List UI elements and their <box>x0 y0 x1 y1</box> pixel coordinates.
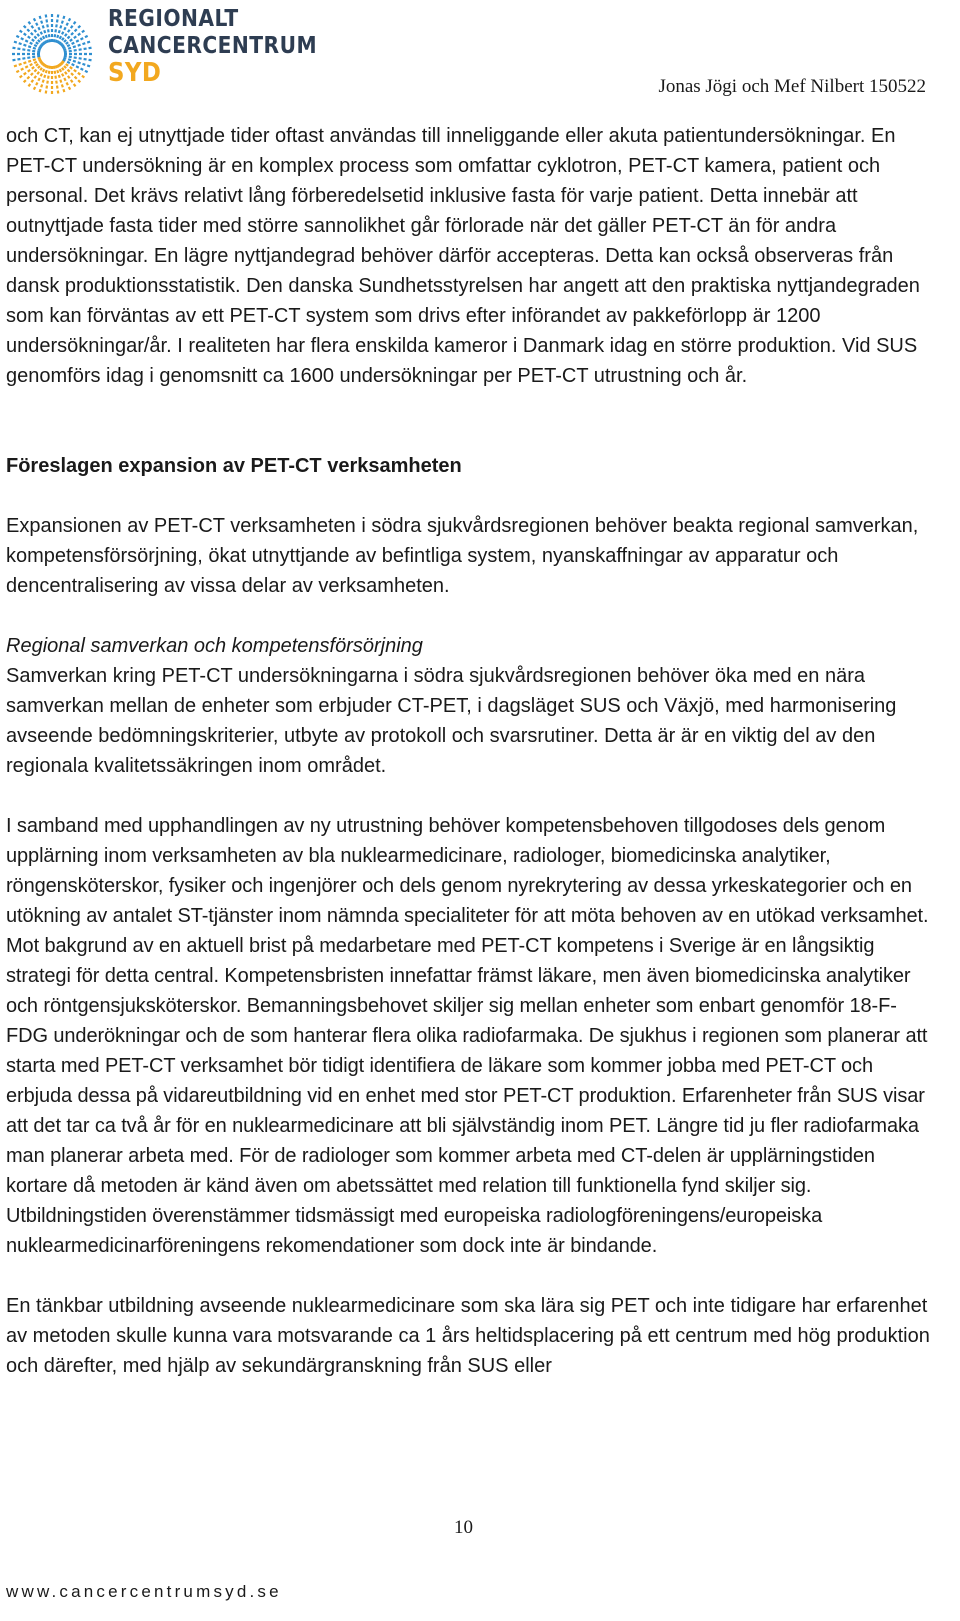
paragraph-training: En tänkbar utbildning avseende nuklearmedicinare som ska lära sig PET och inte tidigare har erfarenhet av metoden skulle kunna vara motsvarande ca 1 års heltidsplacering på ett centrum med hög produktion och därefter, med hjälp av sekundärgranskning från SUS eller <box>6 1295 930 1377</box>
paragraph-competence: I samband med upphandlingen av ny utrustning behöver kompetensbehoven tillgodoses dels genom upplärning inom verksamheten av bla nuklearmedicinare, radiologer, biomedicinska analytiker, röngensköterskor, fysiker och ingenjörer och dels genom nyrekrytering av dessa yrkeskategorier och en utökning av antalet ST-tjänster inom nämnda specialiteter för att möta behoven av en utökad verksamhet. Mot bakgrund av en aktuell brist på medarbetare med PET-CT kompetens i Sverige är en långsiktig strategi för detta central. Kompetensbristen innefattar främst läkare, men även biomedicinska analytiker och röntgensjuksköterskor. Bemanningsbehovet skiljer sig mellan enheter som enbart genomför 18-F-FDG underökningar och de som hanterar flera olika radiofarmaka. De sjukhus i regionen som planerar att starta med PET-CT verksamhet bör tidigt identifiera de läkare som kommer jobba med PET-CT och erbjuda dessa på vidareutbildning vid en enhet med stor PET-CT produktion. Erfarenheter från SUS visar att det tar ca två år för en nuklearmedicinare att bli självständig inom PET. Längre tid ju fler radiofarmaka man planerar arbeta med. För de radiologer som kommer arbeta med CT-delen är upplärningstiden kortare då metoden är känd även om abetssättet med relation till funktionella fynd skiljer sig. Utbildningstiden överenstämmer tidsmässigt med europeiska radiologföreningens/europeiska nuklearmedicinarföreningens rekomendationer som dock inte är bindande. <box>6 815 929 1257</box>
logo-line-3: SYD <box>108 58 162 88</box>
author-date-line: Jonas Jögi och Mef Nilbert 150522 <box>658 76 926 97</box>
paragraph-collaboration: Samverkan kring PET-CT undersökningarna i södra sjukvårdsregionen behöver öka med en nära samverkan mellan de enheter som erbjuder CT-PET, i dagsläget SUS och Växjö, med harmonisering avseende bedömningskriterier, utbyte av protokoll och svarsrutiner. Detta är är en viktig del av den regionala kvalitetssäkringen inom området. <box>6 665 897 777</box>
sunburst-logo-icon <box>4 4 104 96</box>
section-heading: Föreslagen expansion av PET-CT verksamheten <box>6 455 462 477</box>
rcc-syd-logo <box>4 4 318 96</box>
subsection-heading: Regional samverkan och kompetensförsörjning <box>6 635 423 657</box>
paragraph-expansion: Expansionen av PET-CT verksamheten i södra sjukvårdsregionen behöver beakta regional samverkan, kompetensförsörjning, ökat utnyttjande av befintliga system, nyanskaffningar av apparatur och dencentralisering av vissa delar av verksamheten. <box>6 515 919 597</box>
paragraph-utilization: och CT, kan ej utnyttjade tider oftast användas till inneliggande eller akuta patientundersökningar. En PET-CT undersökning är en komplex process som omfattar cyklotron, PET-CT kamera, patient och personal. Det krävs relativt lång förberedelsetid inklusive fasta för varje patient. Detta innebär att outnyttjade fasta tider med större sannolikhet går förlorade när det gäller PET-CT än för andra undersökningar. En lägre nyttjandegrad behöver därför accepteras. Detta kan också observeras från dansk produktionsstatistik. Den danska Sundhetsstyrelsen har angett att den praktiska nyttjandegraden som kan förväntas av ett PET-CT system som drivs efter införandet av pakkeförlopp är 1200 undersökningar/år. I realiteten har flera enskilda kameror i Danmark idag en större produktion. Vid SUS genomförs idag i genomsnitt ca 1600 undersökningar per PET-CT utrustning och år. <box>6 125 920 387</box>
logo-wordmark <box>108 6 317 87</box>
page-header <box>0 0 960 110</box>
logo-line-1: REGIONALT <box>108 6 239 32</box>
document-body <box>6 121 936 1381</box>
footer-website: www.cancercentrumsyd.se <box>6 1582 282 1601</box>
page-number: 10 <box>454 1517 473 1538</box>
logo-line-2: CANCERCENTRUM <box>108 33 318 59</box>
